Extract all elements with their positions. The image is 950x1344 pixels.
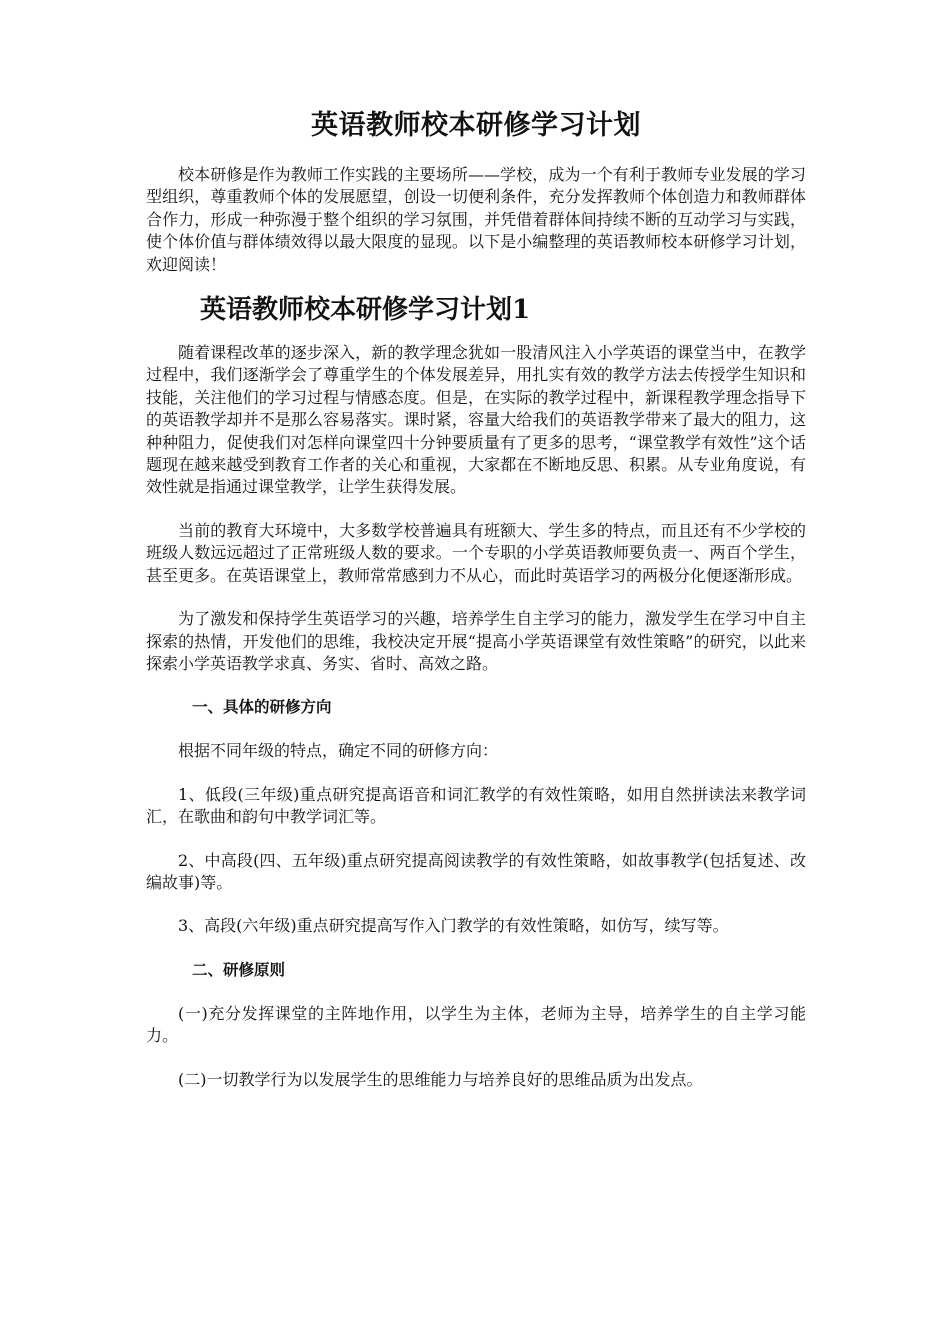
direction-item-1: 1、低段(三年级)重点研究提高语音和词汇教学的有效性策略，如用自然拼读法来教学词汇，在歌曲和韵句中教学词汇等。 [146, 784, 806, 827]
direction-intro: 根据不同年级的特点，确定不同的研修方向： [178, 741, 499, 761]
body-paragraph-3: 为了激发和保持学生英语学习的兴趣，培养学生自主学习的能力，激发学生在学习中自主探索的热情，开发他们的思维，我校决定开展“提高小学英语课堂有效性策略”的研究，以此来探索小学英语教学求真、务实、省时、高效之路。 [146, 609, 806, 673]
subheading-principles: 二、研修原则 [192, 960, 286, 979]
body-paragraph-1: 随着课程改革的逐步深入，新的教学理念犹如一股清风注入小学英语的课堂当中，在教学过程中，我们逐渐学会了尊重学生的个体发展差异，用扎实有效的教学方法去传授学生知识和技能，关注他们的学习过程与情感态度。但是，在实际的教学过程中，新课程教学理念指导下的英语教学却并不是那么容易落实。课时紧，容量大给我们的英语教学带来了最大的阻力，这种种阻力，促使我们对怎样向课堂四十分钟要质量有了更多的思考，“课堂教学有效性”这个话题现在越来越受到教育工作者的关心和重视，大家都在不断地反思、积累。从专业角度说，有效性就是指通过课堂教学，让学生获得发展。 [146, 343, 806, 497]
document-title: 英语教师校本研修学习计划 [311, 110, 641, 141]
body-paragraph-2: 当前的教育大环境中，大多数学校普遍具有班额大、学生多的特点，而且还有不少学校的班级人数远远超过了正常班级人数的要求。一个专职的小学英语教师要负责一、两百个学生，甚至更多。在英语课堂上，教师常常感到力不从心，而此时英语学习的两极分化便逐渐形成。 [146, 520, 806, 585]
document-page [146, 108, 806, 1112]
subheading-research-direction: 一、具体的研修方向 [192, 698, 332, 717]
principle-item-1: (一)充分发挥课堂的主阵地作用，以学生为主体，老师为主导，培养学生的自主学习能力。 [146, 1003, 806, 1046]
intro-paragraph: 校本研修是作为教师工作实践的主要场所——学校，成为一个有利于教师专业发展的学习型组织，尊重教师个体的发展愿望，创设一切便利条件，充分发挥教师个体创造力和教师群体合作力，形成一种弥漫于整个组织的学习氛围，并凭借着群体间持续不断的互动学习与实践，使个体价值与群体绩效得以最大限度的显现。以下是小编整理的英语教师校本研修学习计划，欢迎阅读！ [146, 165, 806, 274]
direction-item-2: 2、中高段(四、五年级)重点研究提高阅读教学的有效性策略，如故事教学(包括复述、改编故事)等。 [146, 850, 806, 892]
section-title: 英语教师校本研修学习计划1 [200, 295, 531, 326]
principle-item-2: (二)一切教学行为以发展学生的思维能力与培养良好的思维品质为出发点。 [178, 1069, 703, 1089]
direction-item-3: 3、高段(六年级)重点研究提高写作入门教学的有效性策略，如仿写，续写等。 [178, 916, 729, 936]
